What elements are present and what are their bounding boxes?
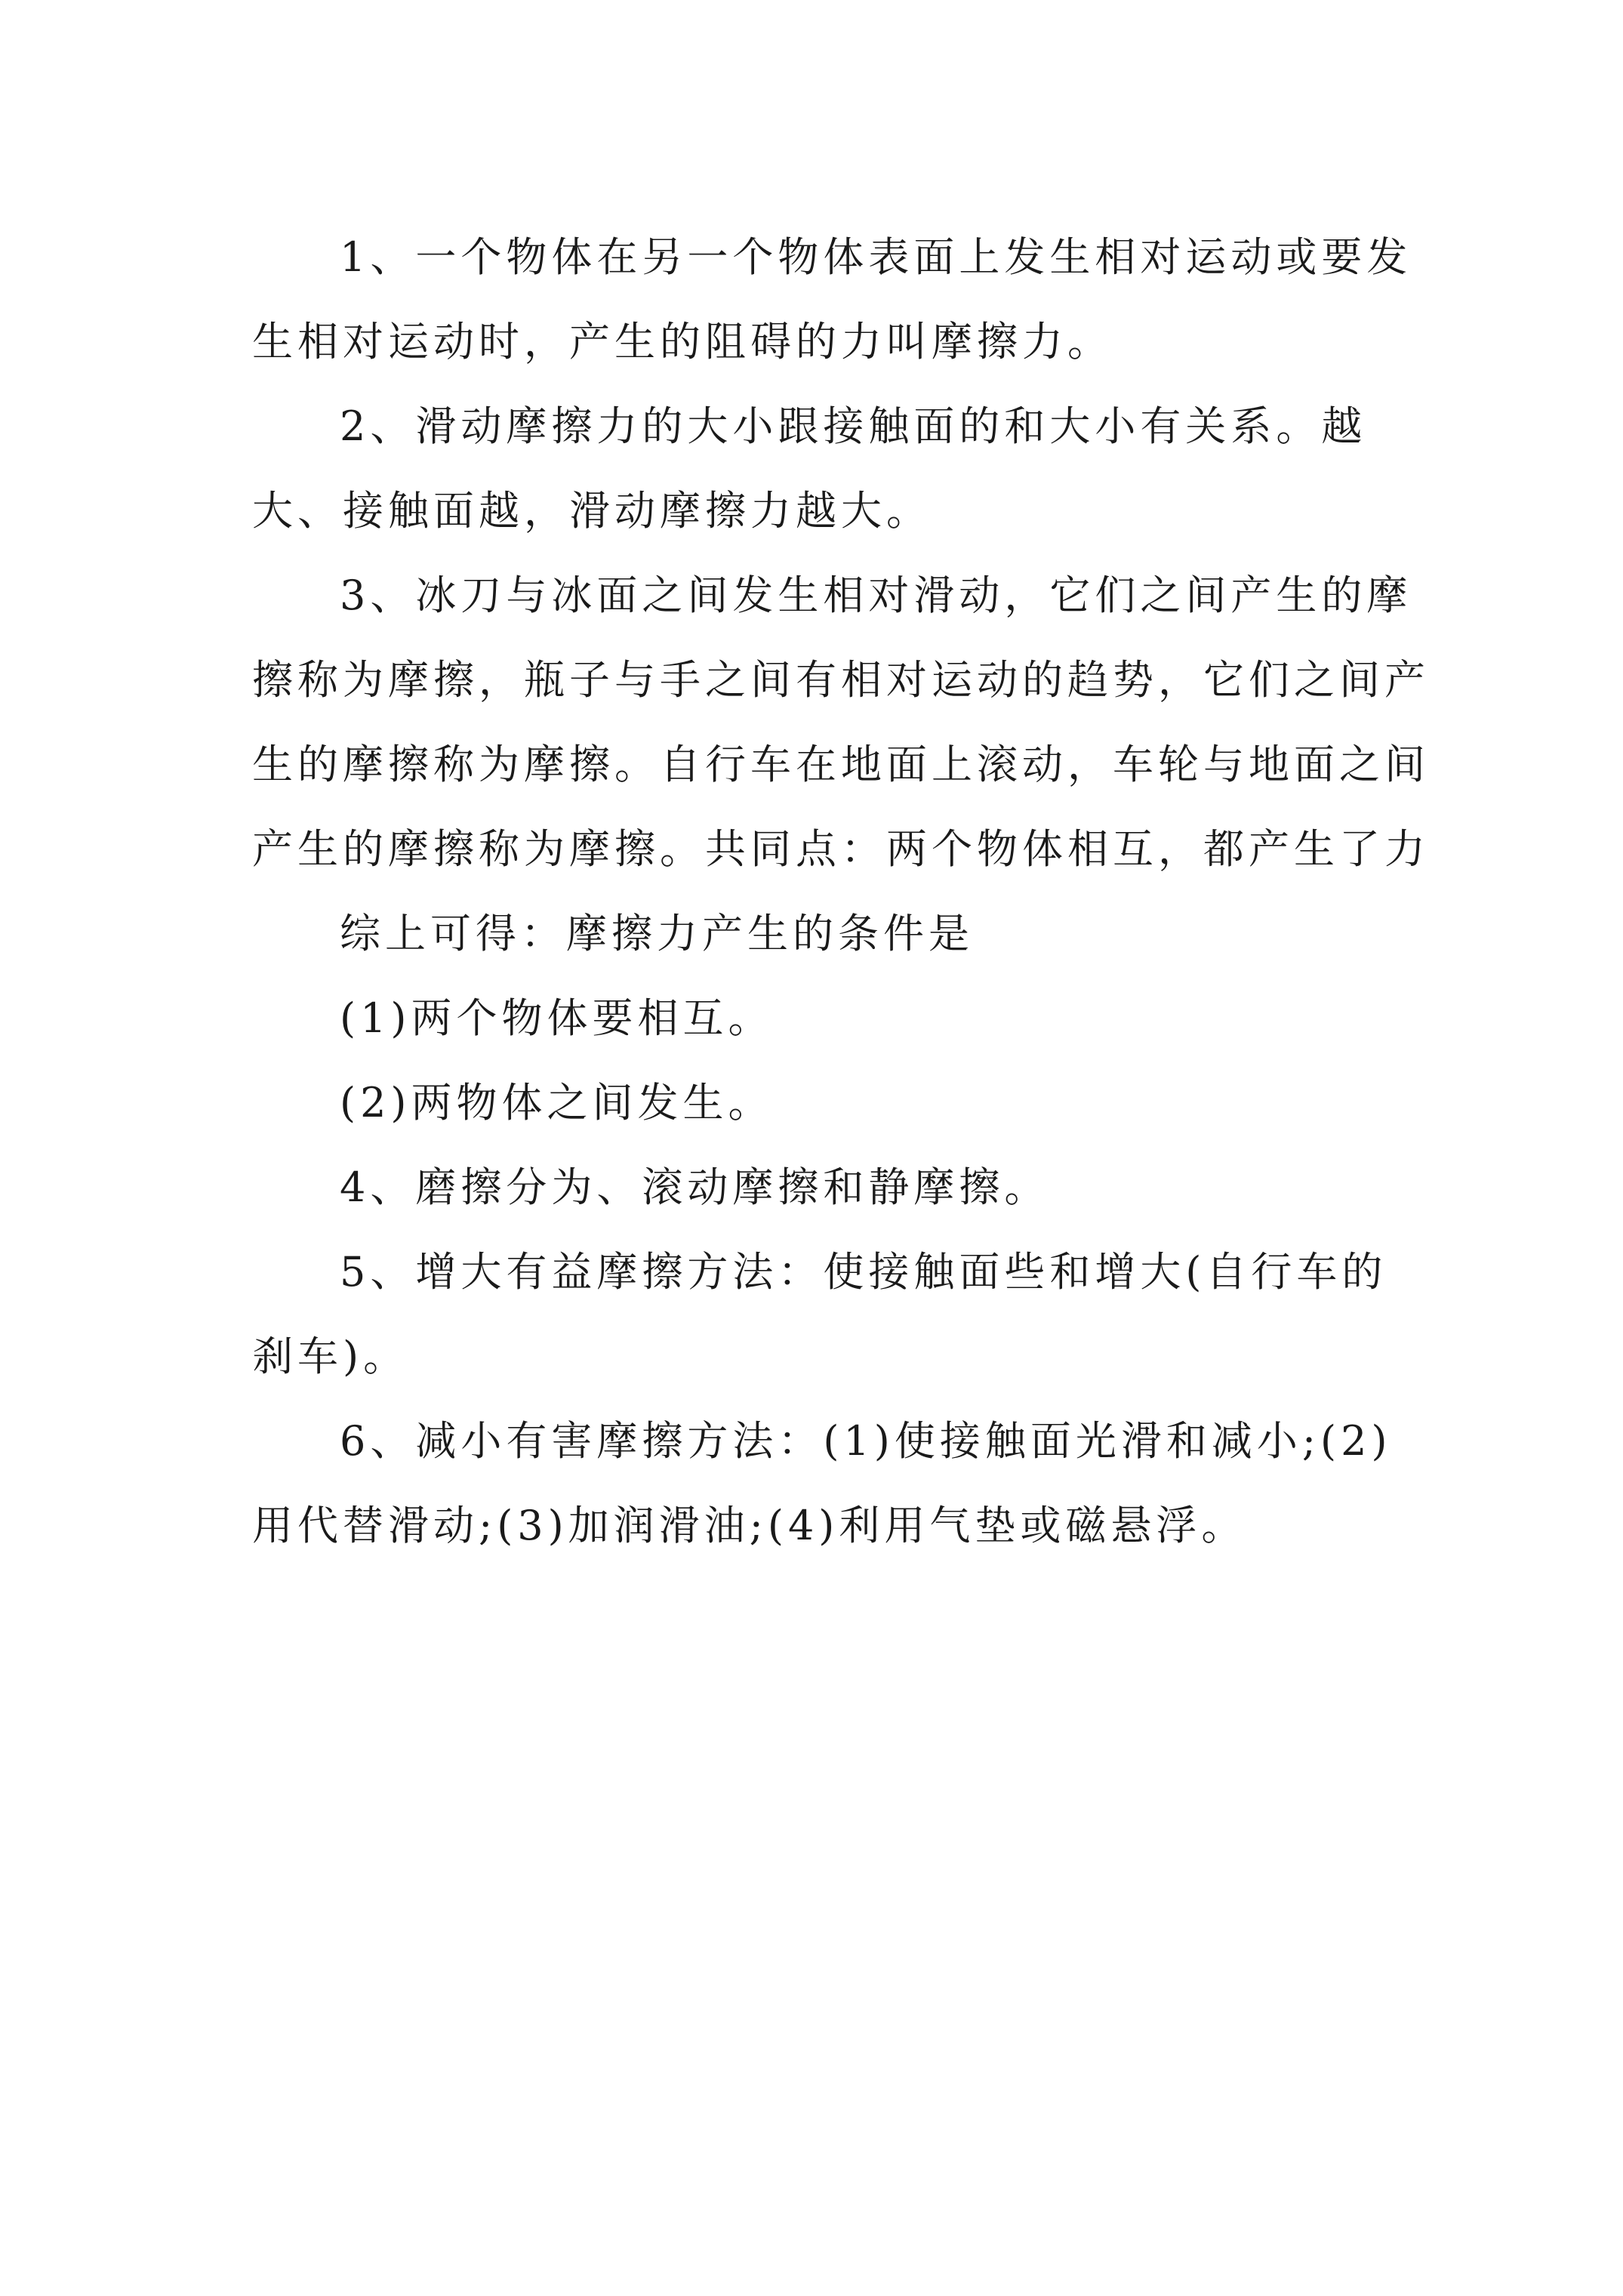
paragraph-4: 4、磨擦分为、滚动摩擦和静摩擦。: [340, 1163, 1050, 1211]
summary-line: 综上可得：摩擦力产生的条件是: [340, 910, 974, 957]
paragraph-2: 2、滑动摩擦力的大小跟接触面的和大小有关系。越大、接触面越，滑动摩擦力越大。: [252, 402, 1367, 535]
condition-2: (2)两物体之间发生。: [340, 1079, 774, 1126]
document-body: [252, 215, 1430, 1568]
condition-1: (1)两个物体要相互。: [340, 994, 774, 1042]
paragraph-1: 1、一个物体在另一个物体表面上发生相对运动或要发生相对运动时，产生的阻碍的力叫摩擦力。: [252, 233, 1412, 365]
paragraph-6: 6、减小有害摩擦方法：(1)使接触面光滑和减小;(2)用代替滑动;(3)加润滑油;(4)利用气垫或磁悬浮。: [252, 1417, 1392, 1549]
paragraph-5: 5、增大有益摩擦方法：使接触面些和增大(自行车的刹车)。: [252, 1248, 1387, 1380]
paragraph-3: 3、冰刀与冰面之间发生相对滑动，它们之间产生的摩擦称为摩擦，瓶子与手之间有相对运动的趋势，它们之间产生的摩擦称为摩擦。自行车在地面上滚动，车轮与地面之间产生的摩擦称为摩擦。共同点：两个物体相互，都产生了力: [252, 572, 1430, 873]
